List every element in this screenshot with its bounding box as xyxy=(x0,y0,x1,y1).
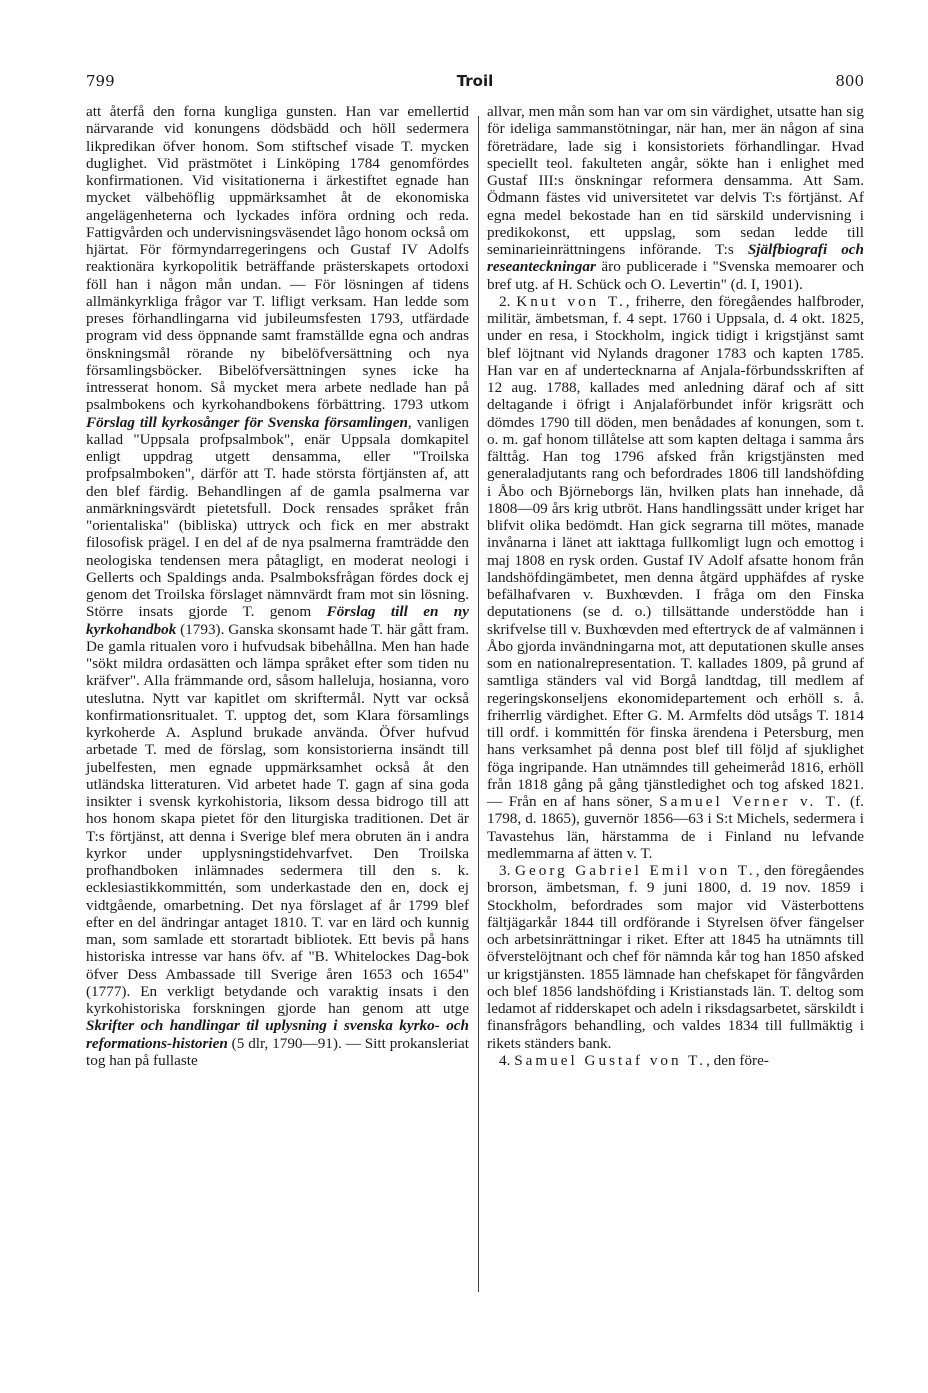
entry-samuel-gustaf-number: 4. xyxy=(499,1051,515,1069)
entry-samuel-gustaf xyxy=(487,1052,864,1069)
page-header xyxy=(86,72,864,94)
right-p1-text-1: allvar, men mån som han var om sin värdighet, utsatte han sig för ideliga sammanstötningar, när han, mer än någon af sina företrädare, lade sig i konsistoriets förhandlingar. Hvad speciellt teol. fakulteten angår, sökte han i enlighet med Gustaf III:s önskningar reformera densamma. Att Sam. Ödmann fästes vid universitetet var delvis T:s förtjänst. Af egna medel bekostade han en tid särskild undervisning i predikokonst, ett uppslag, som sedan ledde till seminarieinrättningens införande. T:s xyxy=(487,103,864,258)
entry-georg-number: 3. xyxy=(499,862,516,879)
entry-knut-number: 2. xyxy=(499,292,517,310)
entry-knut-text-2: (f. 1798, d. 1865), guvernör 1856—63 i S:t Michels, sedermera i Tavastehus län, härstamma de i Finland nu lefvande medlemmarna af ätten v. T. xyxy=(487,793,864,862)
entry-samuel-gustaf-text: , den före- xyxy=(706,1051,769,1069)
entry-samuel-verner-name: Samuel Verner v. T. xyxy=(659,793,844,810)
left-page-number: 799 xyxy=(86,72,115,90)
column-divider xyxy=(478,116,479,1292)
right-p1-title: Själfbiografi och reseanteckningar xyxy=(487,241,864,276)
left-text-4: (5 dlr, 1790—91). — Sitt prokansleriat tog han på fullaste xyxy=(86,1034,469,1069)
left-text-3: (1793). Ganska skonsamt hade T. här gått fram. De gamla ritualen voro i hufvudsak bibehållna. Men han hade "sökt mildra ordasätten och lämpa språket efter som tiden nu kräfver". Alla främmande ord, såsom halleluja, hosianna, voro uteslutna. Nytt var kapitlet om skriftermål. Nytt var också konfirmationsritualet. T. upptog det, som Klara församlings kyrkoherde A. Asplund brukade använda. Öfver hufvud arbetade T. med de förslag, som konsistorierna insändt till jubelfesten, men egnade uppmärksamhet också åt den utländska litteraturen. Vid arbetet hade T. gagn af sina goda insikter i svensk kyrkohistoria, liksom dessa bidrogo till att hos honom skapa pietet för den liturgiska traditionen. Det är T:s förtjänst, att denna i Sverige blef mera obruten än i andra kyrkor under upplysningstidehvarfvet. Den Troilska profhandboken inlämnades sedermera till den s. k. ecklesiastikkommittén, som underkastade den en, dock ej vidtgående, omarbetning. Det nya förslaget af år 1799 blef efter en del ändringar antaget 1810. T. var en lärd och kunnig man, som samlade ett storartadt bibliotek. Ett bevis på hans historiska intresse var hans öfv. af "B. Whitelockes Dag-bok öfver Dess Ambassade till Sverige åren 1653 och 1654" (1777). En verkligt betydande och varaktig insats i den kyrkohistoriska forskningen gjorde han genom att utge xyxy=(86,620,469,1017)
running-title: Troil xyxy=(456,72,494,90)
left-title-3: Skrifter och handlingar til uplysning i svenska kyrko- och reformations-historien xyxy=(86,1017,469,1052)
left-column xyxy=(86,103,469,1069)
entry-georg-text: , den föregåendes brorson, ämbetsman, f. 9 juni 1800, d. 19 nov. 1859 i Stockholm, befordrades som major vid Västerbottens fältjägarkår 1844 till ordförande i Styrelsen öfver fängelser och arbetsinrättningar i riket. Efter att 1845 ha utnämnts till öfverstelöjtnant och chef för nämnda kår tog han 1850 afsked ur krigstjänsten. 1855 lämnade han chefskapet för fångvården och blef 1856 landshöfding i Kristianstads län. T. deltog som ledamot af ridderskapet och adeln i riksdagsarbetet, särskildt i finansfrågors behandling, och valdes 1834 till fullmäktig i rikets ständers bank. xyxy=(487,862,865,1052)
entry-georg xyxy=(487,862,864,1052)
right-column xyxy=(487,103,864,1069)
right-p1-text-2: äro publicerade i "Svenska memoarer och bref utg. af H. Schück och O. Levertin" (d. I, 1901). xyxy=(487,258,864,293)
entry-knut-text-1: , friherre, den föregåendes halfbroder, militär, ämbetsman, f. 4 sept. 1760 i Uppsala, d. 4 okt. 1825, under en resa, i Stockholm, ingick tidigt i krigstjänst samt blef löjtnant vid Nylands dragoner 1783 och kapten 1785. Han var en af undertecknarna af Anjala-förbundsskriften af 12 aug. 1788, kallades med anledning däraf och af sitt deltagande i öfrigt i Anjalaförbundet inför krigsrätt och dömdes 1790 till döden, men benådades af konungen, som t. o. m. gaf honom tillåtelse att som kapten deltaga i samma års fälttåg. Han tog 1796 afsked från krigstjänsten med generaladjutants rang och befordrades 1806 till landshöfding i Åbo och Björneborgs län, hvilken plats han innehade, då 1808—09 års krig utbröt. Hans handlingssätt under kriget har blifvit olika bedömdt. Han gick segrarna till mötes, manade invånarna i länet att iakttaga fullkomligt lugn och emottog i maj 1808 en rysk orden. Gustaf IV Adolf afsatte honom från landshöfdingämbetet, men denna åtgärd upphäfdes af ryske befälhafvaren v. Buxhœvden. I fråga om den Finska deputationens (se d. o.) tillsättande understödde han i skrifvelse till v. Buxhœvden med eftertryck de af valmännen i Åbo gjorda invändningarna mot, att deputationen skulle anses som en nationalrepresentation. T. kallades 1809, på grund af samtliga ständers val vid Borgå landtdag, till medlem af regeringskonseljens ekonomidepartement och erhöll s. å. friherrlig värdighet. Efter G. M. Armfelts död utsågs T. 1814 till ordf. i kommittén för finska ärendena i Petersburg, men hans verksamhet på denna post blef till följd af sjuklighet föga ingripande. Han utnämndes till geheimeråd 1816, erhöll från 1818 gång på gång tjänstledighet och tog afsked 1821. — Från en af hans söner, xyxy=(487,292,865,810)
entry-georg-name: Georg Gabriel Emil von T. xyxy=(515,862,756,879)
left-text-2: , vanligen kallad "Uppsala profpsalmbok", enär Uppsala domkapitel enligt uppdrag utgett densamma, eller "Troilska profpsalmboken", därför att T. hade största förtjänsten af, att den blef färdig. Behandlingen af de gamla psalmerna var anmärkningsvärdt pietetsfull. Dock rensades språket från "orientaliska" (bibliska) uttryck och fick en mer abstrakt filosofisk prägel. I en del af de nya psalmerna framträdde den neologiska tendensen mera påtagligt, en moderat neologi i Gellerts och Spaldings anda. Psalmboksfrågan fördes dock ej genom det Troilska förslaget nämnvärdt fram mot sin lösning. Större insats gjorde T. genom xyxy=(86,413,469,621)
left-title-2: Förslag till en ny kyrkohandbok xyxy=(86,603,469,638)
right-paragraph-1 xyxy=(487,103,864,293)
left-column-text xyxy=(86,103,469,1069)
entry-knut xyxy=(487,293,864,862)
entry-samuel-gustaf-name: Samuel Gustaf von T. xyxy=(514,1051,707,1069)
left-title-1: Förslag till kyrkosånger för Svenska församlingen xyxy=(86,413,408,431)
entry-knut-name: Knut von T. xyxy=(516,292,626,310)
left-text-1: att återfå den forna kungliga gunsten. Han var emellertid närvarande vid konungens dödsbädd och höll sedermera likpredikan öfver honom. Som stiftschef visade T. mycken duglighet. Vid prästmötet i Linköping 1784 genomfördes konfirmationen. Vid visitationerna i ärkestiftet egnade han mycket välbehöflig uppmärksamhet åt de ekonomiska angelägenheterna och lyckades införa ordning och reda. Fattigvården och undervisningsväsendet lågo honom också om hjärtat. För förmyndarregeringens och Gustaf IV Adolfs reaktionära kyrkopolitik beträffande prästerskapets ortodoxi föll han i någon mån undan. — För lösningen af tidens allmänkyrkliga frågor var T. lifligt verksam. Han ledde som preses förhandlingarna vid jubileumsfesten 1793, utfärdade program vid dess öppnande samt framställde egna och andras önskningsmål rörande ny bibelöfversättning och nya församlingsböcker. Bibelöfversättningen synes icke ha intresserat honom. Så mycket mera arbete nedlade han på psalmbokens och kyrkohandbokens förbättring. 1793 utkom xyxy=(86,103,469,414)
right-page-number: 800 xyxy=(835,72,864,90)
